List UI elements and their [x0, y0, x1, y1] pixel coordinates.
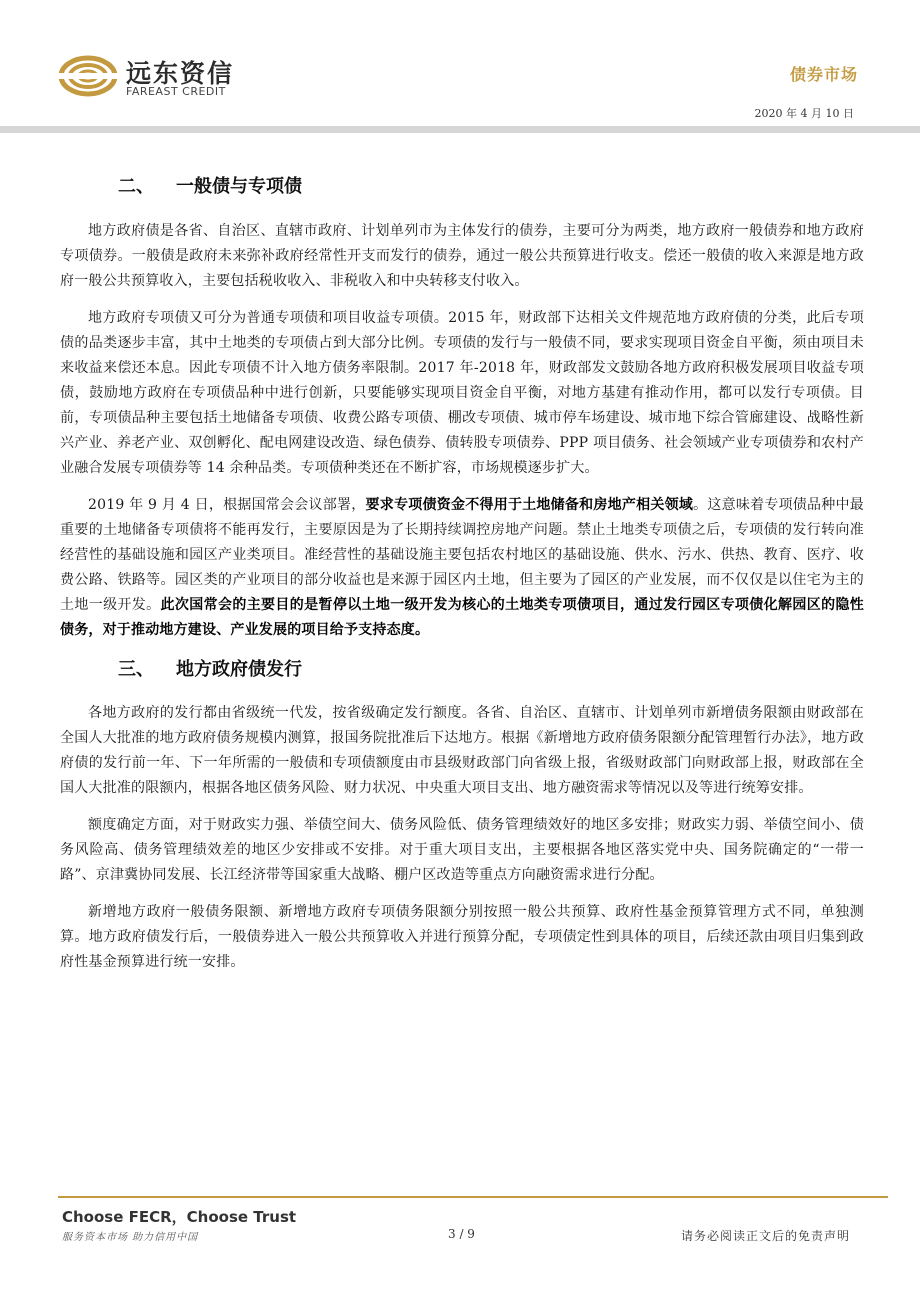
paragraph-text: 2019 年 9 月 4 日，根据国常会会议部署，: [88, 497, 366, 513]
report-category: 债券市场: [789, 65, 858, 84]
logo-chinese-name: 远东资信: [126, 59, 235, 88]
section-number: 二、: [118, 176, 154, 197]
paragraph-text: 。这意味着专项债品种中最重要的土地储备专项债将不能再发行，主要原因是为了长期持续调控房地产问题。禁止土地类专项债之后，专项债的发行转向准经营性的基础设施和园区产业类项目。准经营性的基础设施主要包括农村地区的基础设施、供水、污水、供热、教育、医疗、收费公路、铁路等。园区类的产业项目的部分收益也是来源于园区内土地，但主要为了园区的产业发展，而不仅仅是以住宅为主的土地一级开发。: [60, 497, 864, 613]
footer-divider: [58, 1196, 888, 1198]
emphasis-text: 要求专项债资金不得用于土地储备和房地产相关领域: [365, 497, 694, 513]
paragraph: 地方政府专项债又可分为普通专项债和项目收益专项债。2015 年，财政部下达相关文件规范地方政府债的分类，此后专项债的品类逐步丰富，其中土地类的专项债占到大部分比例。专项债的发行与一般债不同，要求实现项目资金自平衡，须由项目未来收益来偿还本息。因此专项债不计入地方债务率限制。2017 年-2018 年，财政部发文鼓励各地方政府积极发展项目收益专项债，鼓励地方政府在专项债品种中进行创新，只要能够实现项目资金自平衡，对地方基建有推动作用，都可以发行专项债。目前，专项债品种主要包括土地储备专项债、收费公路专项债、棚改专项债、城市停车场建设、城市地下综合管廊建设、战略性新兴产业、养老产业、双创孵化、配电网建设改造、绿色债券、债转股专项债券、PPP 项目债务、社会领域产业专项债券和农村产业融合发展专项债券等 14 余种品类。专项债种类还在不断扩容，市场规模逐步扩大。: [60, 310, 864, 476]
fareast-logo-icon: [58, 52, 118, 100]
section-title: 地方政府债发行: [176, 659, 302, 680]
section-heading-2: [60, 172, 864, 202]
paragraph: 额度确定方面，对于财政实力强、举债空间大、债务风险低、债务管理绩效好的地区多安排；财政实力弱、举债空间小、债务风险高、债务管理绩效差的地区少安排或不安排。对于重大项目支出，主要根据各地区落实党中央、国务院确定的“一带一路”、京津冀协同发展、长江经济带等国家重大战略、棚户区改造等重点方向融资需求进行分配。: [60, 817, 864, 883]
document-body: [60, 172, 864, 987]
company-logo: [58, 52, 238, 102]
paragraph: 各地方政府的发行都由省级统一代发，按省级确定发行额度。各省、自治区、直辖市、计划单列市新增债务限额由财政部在全国人大批准的地方政府债务规模内测算，报国务院批准后下达地方。根据《新增地方政府债务限额分配管理暂行办法》，地方政府债的发行前一年、下一年所需的一般债和专项债额度由市县级财政部门向省级上报，省级财政部门向财政部上报，财政部在全国人大批准的限额内，根据各地区债务风险、财力状况、中央重大项目支出、地方融资需求等情况以及等进行统筹安排。: [60, 705, 864, 796]
section-number: 三、: [118, 659, 154, 680]
disclaimer-note: 请务必阅读正文后的免责声明: [680, 1229, 850, 1243]
paragraph: 新增地方政府一般债务限额、新增地方政府专项债务限额分别按照一般公共预算、政府性基金预算管理方式不同，单独测算。地方政府债发行后，一般债券进入一般公共预算收入并进行预算分配，专项债定性到具体的项目，后续还款由项目归集到政府性基金预算进行统一安排。: [60, 904, 864, 970]
paragraph: 地方政府债是各省、自治区、直辖市政府、计划单列市为主体发行的债券，主要可分为两类，地方政府一般债券和地方政府专项债券。一般债是政府未来弥补政府经常性开支而发行的债券，通过一般公共预算进行收支。偿还一般债的收入来源是地方政府一般公共预算收入，主要包括税收收入、非税收入和中央转移支付收入。: [60, 223, 864, 289]
footer-slogan: 服务资本市场 助力信用中国: [62, 1232, 199, 1243]
paragraph: [60, 493, 864, 643]
report-date: 2020 年 4 月 10 日: [754, 107, 854, 120]
page-header: [0, 0, 920, 135]
emphasis-text: 此次国常会的主要目的是暂停以土地一级开发为核心的土地类专项债项目，通过发行园区专项债化解园区的隐性债务，对于推动地方建设、产业发展的项目给予支持态度。: [60, 597, 865, 638]
page-number: 3 / 9: [448, 1227, 475, 1241]
section-heading-3: [60, 655, 864, 685]
logo-english-name: FAREAST CREDIT: [126, 85, 226, 98]
section-title: 一般债与专项债: [176, 176, 302, 197]
header-divider: [0, 126, 920, 133]
footer-brand: Choose FECR，Choose Trust: [62, 1208, 297, 1226]
